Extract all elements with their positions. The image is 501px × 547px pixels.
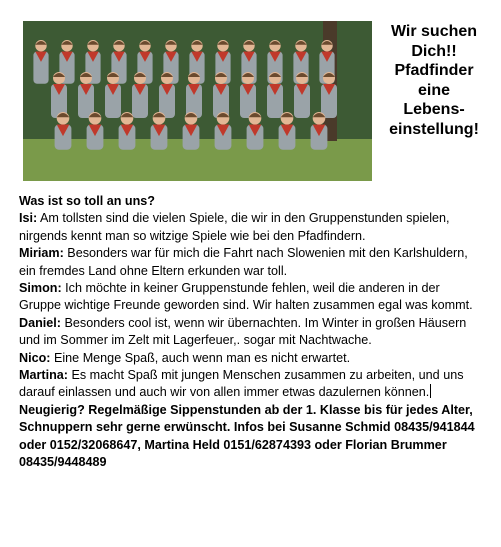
- quote-name: Miriam:: [19, 246, 64, 261]
- group-photo-illustration: [23, 21, 372, 181]
- quote-name: Daniel:: [19, 315, 61, 330]
- article-body: [19, 193, 485, 472]
- quote-text: Am tollsten sind die vielen Spiele, die wir in den Gruppenstunden spielen, nirgends kennt man so witzige Spiele wie bei den Pfadfindern.: [19, 211, 450, 243]
- quote-name: Nico:: [19, 350, 51, 365]
- text-cursor[interactable]: [430, 384, 431, 398]
- quote: [19, 280, 485, 315]
- headline-line: Dich!!: [411, 42, 457, 60]
- quote: [19, 350, 485, 367]
- quote: [19, 315, 485, 350]
- headline-line: Pfadfinder: [394, 62, 474, 79]
- quote-text: Besonders war für mich die Fahrt nach Slowenien mit den Karlshuldern, ein fremdes Land ohne Eltern erkunden war toll.: [19, 246, 468, 278]
- quote-text: Besonders cool ist, wenn wir übernachten. Im Winter in großen Häusern und im Sommer im Zelt mit Lagerfeuer,. sogar mit Nachtwache.: [19, 315, 467, 348]
- quote: [19, 210, 485, 245]
- quote-text: Es macht Spaß mit jungen Menschen zusammen zu arbeiten, und uns darauf einlassen und auch wir von allen immer etwas dazulernen können.: [19, 368, 464, 400]
- quote-text: Ich möchte in keiner Gruppenstunde fehlen, weil die anderen in der Gruppe wichtige Freunde geworden sind. Wir halten zusammen egal was kommt.: [19, 281, 473, 313]
- quote: [19, 245, 485, 280]
- group-photo: [23, 21, 372, 181]
- quote-text: Eine Menge Spaß, auch wenn man es nicht erwartet.: [50, 350, 351, 365]
- headline-line: einstellung!: [389, 120, 479, 138]
- quote-name: Martina:: [19, 368, 68, 383]
- quote-name: Isi:: [19, 211, 38, 226]
- question-heading: Was ist so toll an uns?: [19, 194, 155, 208]
- headline-line: Lebens-: [403, 101, 465, 118]
- headline-line: Wir suchen: [390, 23, 478, 40]
- closing-info: Neugierig? Regelmäßige Sippenstunden ab der 1. Klasse bis für jedes Alter, Schnuppern sehr gerne erwünscht. Infos bei Susanne Schmid 08435/941844 oder 0152/32068647, Martina Held 0151/62874393 oder Florian Brummer 08435/9448489: [19, 402, 475, 470]
- quote: [19, 367, 485, 402]
- headline: [376, 22, 492, 139]
- headline-line: eine: [417, 81, 450, 99]
- quote-name: Simon:: [19, 281, 62, 296]
